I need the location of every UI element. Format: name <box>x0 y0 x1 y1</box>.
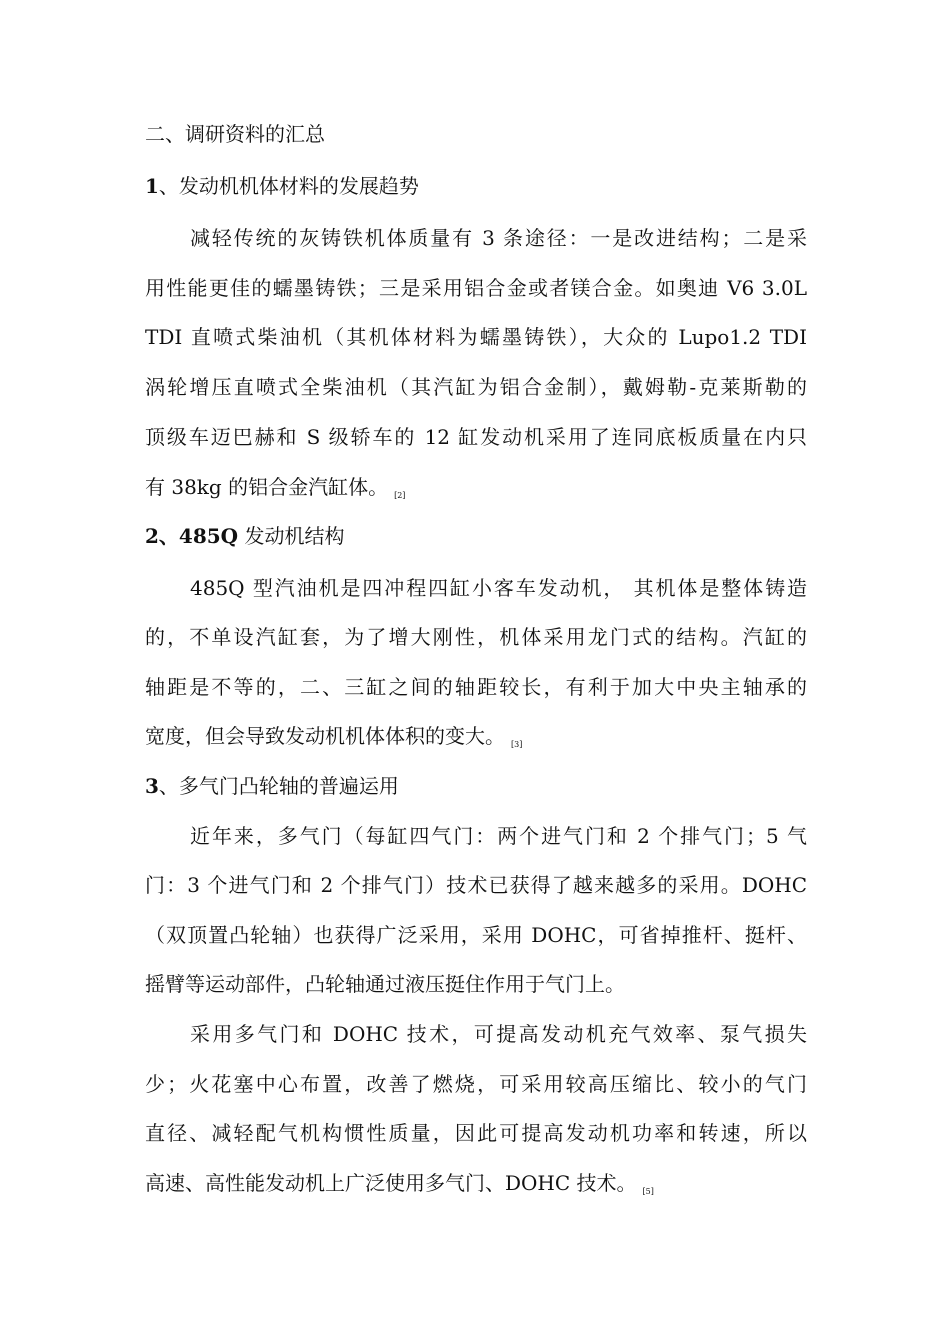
paragraph-line: 减轻传统的灰铸铁机体质量有 3 条途径：一是改进结构；二是采 <box>190 226 807 250</box>
paragraph-line-text: 有 38kg 的铝合金汽缸体。 <box>145 475 389 499</box>
paragraph-line: 直径、减轻配气机构惯性质量，因此可提高发动机功率和转速，所以 <box>145 1121 807 1145</box>
section-2-title-code: 、485Q <box>158 524 239 548</box>
paragraph-line: 涡轮增压直喷式全柴油机（其汽缸为铝合金制），戴姆勒-克莱斯勒的 <box>145 375 807 399</box>
section-1-number: 1 <box>145 174 159 198</box>
citation-ref: [5] <box>642 1187 654 1196</box>
main-heading: 二、调研资料的汇总 <box>145 122 325 146</box>
paragraph-line: TDI 直喷式柴油机（其机体材料为蠕墨铸铁），大众的 Lupo1.2 TDI <box>145 325 807 349</box>
paragraph-last-line <box>145 472 405 511</box>
section-3-number: 3 <box>145 774 159 798</box>
paragraph-line: 的，不单设汽缸套，为了增大刚性，机体采用龙门式的结构。汽缸的 <box>145 625 807 649</box>
section-2-title: 发动机结构 <box>238 524 345 548</box>
paragraph-line-text: 高速、高性能发动机上广泛使用多气门、DOHC 技术。 <box>145 1171 637 1195</box>
paragraph-line: 采用多气门和 DOHC 技术，可提高发动机充气效率、泵气损失 <box>190 1022 807 1046</box>
paragraph-line: 门：3 个进气门和 2 个排气门）技术已获得了越来越多的采用。DOHC <box>145 873 807 897</box>
section-3-heading <box>145 771 399 801</box>
paragraph-line: 近年来，多气门（每缸四气门：两个进气门和 2 个排气门；5 气 <box>190 824 807 848</box>
paragraph-line: 摇臂等运动部件，凸轮轴通过液压挺住作用于气门上。 <box>145 972 625 996</box>
paragraph-line: 少；火花塞中心布置，改善了燃烧，可采用较高压缩比、较小的气门 <box>145 1072 807 1096</box>
section-2-number: 2 <box>145 524 159 548</box>
paragraph-line: 轴距是不等的，二、三缸之间的轴距较长，有利于加大中央主轴承的 <box>145 675 807 699</box>
paragraph-line: 顶级车迈巴赫和 S 级轿车的 12 缸发动机采用了连同底板质量在内只 <box>145 425 807 449</box>
section-3-title: 、多气门凸轮轴的普遍运用 <box>158 774 399 798</box>
paragraph-line: （双顶置凸轮轴）也获得广泛采用，采用 DOHC，可省掉推杆、挺杆、 <box>145 923 807 947</box>
citation-ref: [3] <box>511 740 523 749</box>
paragraph-last-line <box>145 721 522 760</box>
paragraph-line: 485Q 型汽油机是四冲程四缸小客车发动机， 其机体是整体铸造 <box>190 576 807 600</box>
paragraph-line: 用性能更佳的蠕墨铸铁；三是采用铝合金或者镁合金。如奥迪 V6 3.0L <box>145 276 807 300</box>
section-2-heading <box>145 521 344 551</box>
paragraph-line-text: 宽度，但会导致发动机机体体积的变大。 <box>145 724 505 748</box>
paragraph-last-line <box>145 1168 654 1207</box>
section-1-title: 、发动机机体材料的发展趋势 <box>158 174 419 198</box>
citation-ref: [2] <box>394 491 406 500</box>
section-1-heading <box>145 171 419 201</box>
